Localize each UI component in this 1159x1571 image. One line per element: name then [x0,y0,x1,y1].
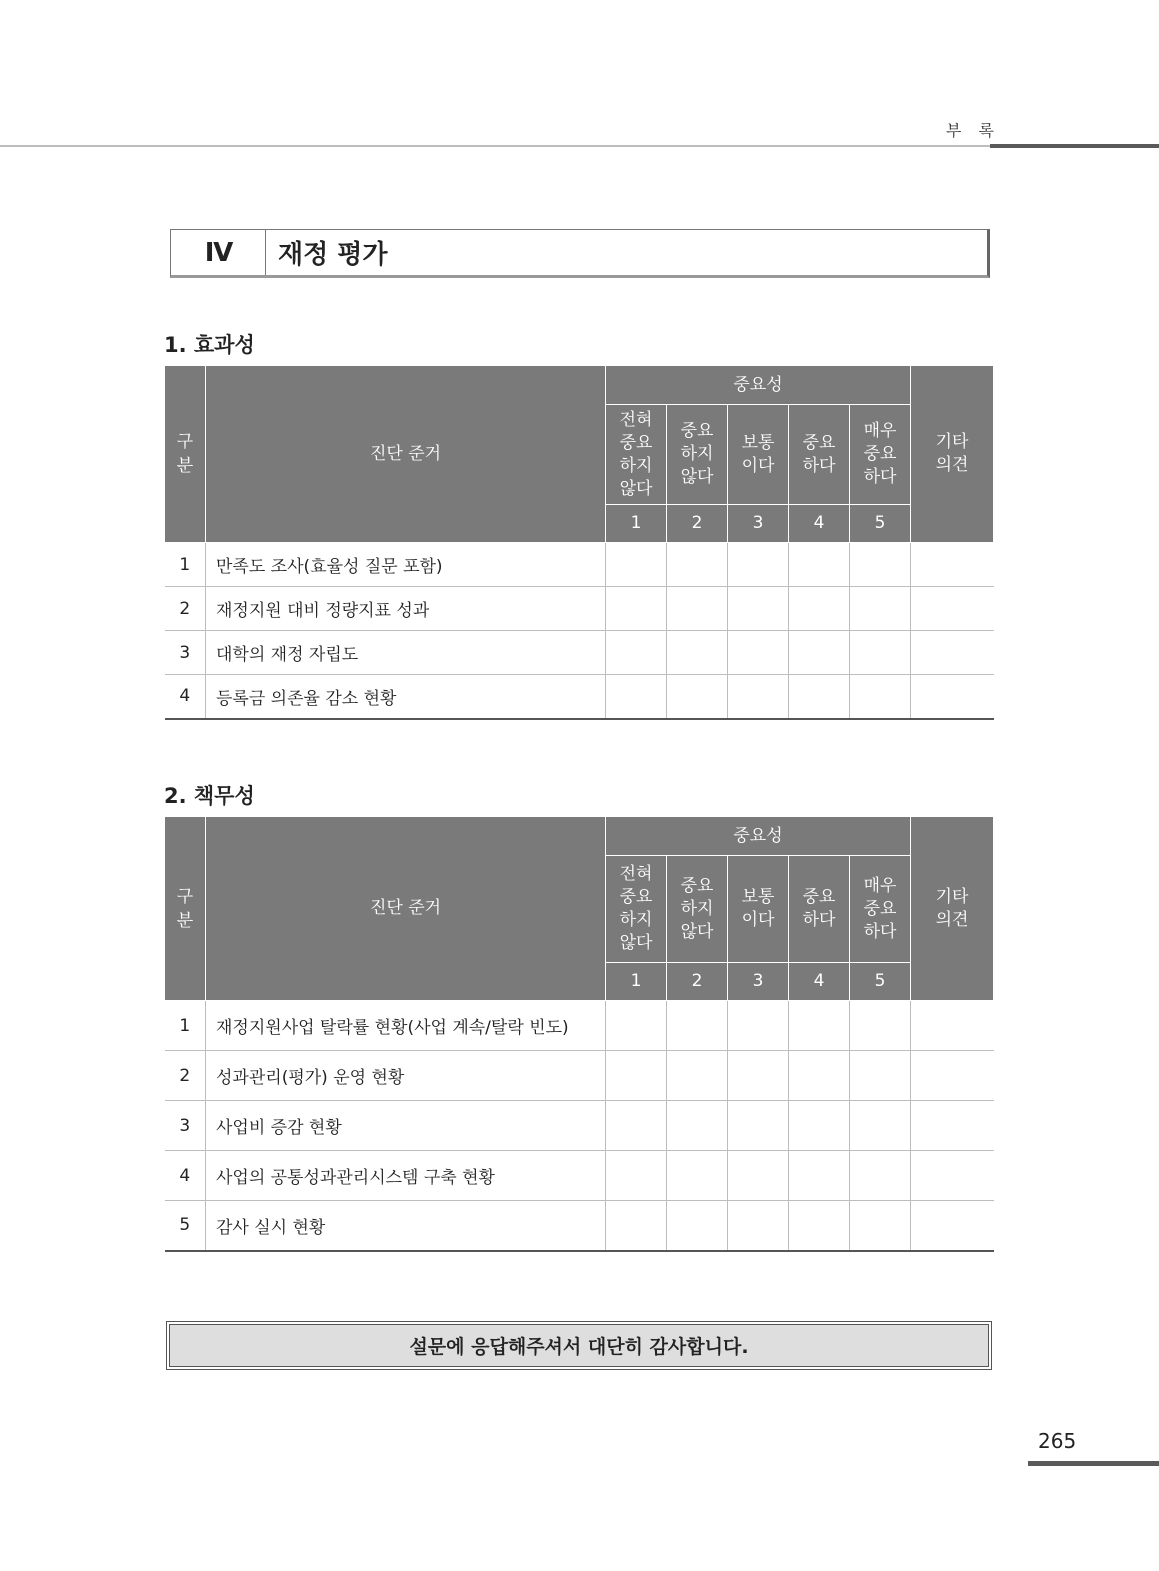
header-scale-label: 중요 하지 않다 [667,856,728,963]
row-criteria: 사업의 공통성과관리시스템 구축 현황 [206,1151,606,1201]
other-opinion-cell[interactable] [911,1051,994,1101]
section-number: Ⅳ [171,230,266,275]
header-scale-number: 1 [606,963,667,1001]
rating-cell-2[interactable] [667,1201,728,1251]
rating-cell-5[interactable] [850,1051,911,1101]
rating-cell-4[interactable] [789,1151,850,1201]
header-other-opinion: 기타 의견 [911,366,994,543]
thanks-box [166,1321,992,1370]
other-opinion-cell[interactable] [911,1001,994,1051]
rating-cell-4[interactable] [789,1001,850,1051]
rating-cell-1[interactable] [606,587,667,631]
header-scale-number: 2 [667,963,728,1001]
header-scale-number: 2 [667,505,728,543]
header-scale-number: 5 [850,505,911,543]
other-opinion-cell[interactable] [911,543,994,587]
header-scale-label: 매우 중요 하다 [850,856,911,963]
rating-cell-2[interactable] [667,1001,728,1051]
header-scale-label: 보통 이다 [728,856,789,963]
header-criteria: 진단 준거 [206,817,606,1001]
section-title-box [170,229,990,278]
rating-cell-5[interactable] [850,1101,911,1151]
row-criteria: 대학의 재정 자립도 [206,631,606,675]
header-scale-number: 3 [728,963,789,1001]
section-title: 재정 평가 [278,240,388,270]
rating-cell-1[interactable] [606,1051,667,1101]
table-row [165,1051,994,1101]
row-criteria: 재정지원사업 탈락률 현황(사업 계속/탈락 빈도) [206,1001,606,1051]
row-number: 2 [165,587,206,631]
rating-cell-1[interactable] [606,1101,667,1151]
rating-cell-3[interactable] [728,631,789,675]
header-scale-label: 중요 하다 [789,856,850,963]
rating-cell-3[interactable] [728,1001,789,1051]
rating-cell-2[interactable] [667,1151,728,1201]
other-opinion-cell[interactable] [911,587,994,631]
row-criteria: 감사 실시 현황 [206,1201,606,1251]
table-row [165,1151,994,1201]
rating-cell-3[interactable] [728,675,789,719]
rating-cell-5[interactable] [850,1201,911,1251]
header-category: 구 분 [165,817,206,1001]
rating-cell-5[interactable] [850,631,911,675]
rating-cell-3[interactable] [728,587,789,631]
row-number: 1 [165,1001,206,1051]
table-row [165,1001,994,1051]
row-number: 2 [165,1051,206,1101]
table-row [165,587,994,631]
rating-cell-2[interactable] [667,675,728,719]
row-criteria: 성과관리(평가) 운영 현황 [206,1051,606,1101]
row-number: 4 [165,675,206,719]
header-scale-number: 4 [789,963,850,1001]
survey-table [164,365,994,720]
header-scale-label: 전혀 중요 하지 않다 [606,856,667,963]
header-scale-number: 3 [728,505,789,543]
rating-cell-1[interactable] [606,675,667,719]
rating-cell-1[interactable] [606,1001,667,1051]
rating-cell-5[interactable] [850,675,911,719]
subsection-title-accountability: 2. 책무성 [164,784,255,808]
rating-cell-5[interactable] [850,1151,911,1201]
header-scale-label: 보통 이다 [728,405,789,505]
table-row [165,1101,994,1151]
rating-cell-2[interactable] [667,587,728,631]
rating-cell-2[interactable] [667,1051,728,1101]
rating-cell-5[interactable] [850,1001,911,1051]
footer-rule [1028,1461,1159,1466]
rating-cell-4[interactable] [789,1201,850,1251]
rating-cell-4[interactable] [789,543,850,587]
other-opinion-cell[interactable] [911,631,994,675]
rating-cell-2[interactable] [667,543,728,587]
rating-cell-5[interactable] [850,587,911,631]
rating-cell-3[interactable] [728,1151,789,1201]
header-scale-number: 4 [789,505,850,543]
header-importance: 중요성 [606,817,911,856]
rating-cell-5[interactable] [850,543,911,587]
row-number: 1 [165,543,206,587]
header-criteria: 진단 준거 [206,366,606,543]
rating-cell-4[interactable] [789,631,850,675]
header-other-opinion: 기타 의견 [911,817,994,1001]
header-scale-number: 1 [606,505,667,543]
rating-cell-1[interactable] [606,1201,667,1251]
rating-cell-3[interactable] [728,1201,789,1251]
rating-cell-4[interactable] [789,1051,850,1101]
rating-cell-2[interactable] [667,1101,728,1151]
rating-cell-4[interactable] [789,1101,850,1151]
rating-cell-3[interactable] [728,1051,789,1101]
survey-table [164,816,994,1252]
header-scale-label: 전혀 중요 하지 않다 [606,405,667,505]
row-criteria: 등록금 의존율 감소 현황 [206,675,606,719]
row-number: 5 [165,1201,206,1251]
row-criteria: 만족도 조사(효율성 질문 포함) [206,543,606,587]
header-scale-label: 중요 하다 [789,405,850,505]
rating-cell-2[interactable] [667,631,728,675]
rating-cell-3[interactable] [728,1101,789,1151]
row-criteria: 재정지원 대비 정량지표 성과 [206,587,606,631]
other-opinion-cell[interactable] [911,1101,994,1151]
header-scale-label: 매우 중요 하다 [850,405,911,505]
other-opinion-cell[interactable] [911,675,994,719]
page-number: 265 [1038,1429,1077,1453]
rating-cell-1[interactable] [606,1151,667,1201]
rating-cell-4[interactable] [789,587,850,631]
row-number: 3 [165,1101,206,1151]
running-header: 부 록 [946,121,1000,140]
other-opinion-cell[interactable] [911,1151,994,1201]
rating-cell-3[interactable] [728,543,789,587]
row-number: 4 [165,1151,206,1201]
rating-cell-1[interactable] [606,631,667,675]
other-opinion-cell[interactable] [911,1201,994,1251]
rating-cell-1[interactable] [606,543,667,587]
table-row [165,543,994,587]
table-row [165,631,994,675]
rating-cell-4[interactable] [789,675,850,719]
table-row [165,1201,994,1251]
header-rule [0,145,990,147]
header-scale-number: 5 [850,963,911,1001]
header-scale-label: 중요 하지 않다 [667,405,728,505]
row-criteria: 사업비 증감 현황 [206,1101,606,1151]
header-importance: 중요성 [606,366,911,405]
subsection-title-effectiveness: 1. 효과성 [164,333,255,357]
header-category: 구 분 [165,366,206,543]
row-number: 3 [165,631,206,675]
table-row [165,675,994,719]
header-rule-accent [990,144,1159,148]
thanks-text: 설문에 응답해주셔서 대단히 감사합니다. [169,1324,989,1367]
